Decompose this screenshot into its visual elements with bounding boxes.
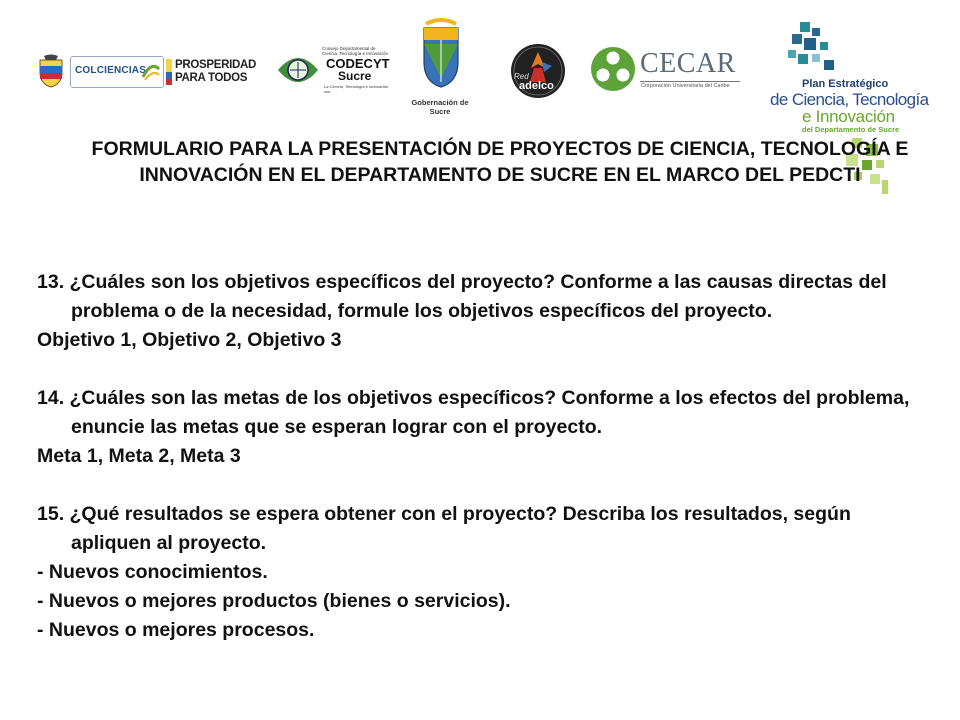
plan-line2: de Ciencia, Tecnología <box>770 90 929 109</box>
plan-line4: del Departamento de Sucre <box>802 125 900 134</box>
cecar-sub: Corporación Universitaria del Caribe <box>641 83 730 89</box>
codecyt-name: CODECYT <box>326 56 390 71</box>
codecyt-logo <box>276 46 388 94</box>
logo-bar <box>0 0 960 135</box>
colciencias-swoosh-icon <box>141 61 161 83</box>
prosperidad-line1: PROSPERIDAD <box>175 59 257 71</box>
redadelco-red: Red <box>514 72 529 81</box>
answer-13: Objetivo 1, Objetivo 2, Objetivo 3 <box>37 329 342 351</box>
question-14: 14. ¿Cuáles son las metas de los objetivos específicos? Conforme a los efectos del problema, enuncie las metas que se esperan lograr con el proyecto. <box>37 387 910 438</box>
plan-line1: Plan Estratégico <box>802 78 889 90</box>
result-item: - Nuevos o mejores productos (bienes o servicios). <box>37 590 511 612</box>
answer-14: Meta 1, Meta 2, Meta 3 <box>37 445 241 467</box>
colombia-coat-of-arms-logo <box>36 54 66 88</box>
plan-mosaic-icon <box>784 20 844 80</box>
flag-stripes-icon <box>166 59 172 85</box>
gobernacion-text: Gobernación de Sucre <box>411 98 469 116</box>
gobernacion-logo <box>400 18 480 116</box>
colciencias-logo <box>70 56 164 88</box>
gobernacion-shield-icon <box>420 18 462 88</box>
codecyt-header: Consejo Departamental de Ciencia, Tecnología e Innovación <box>322 46 388 56</box>
prosperidad-logo <box>166 57 258 89</box>
plan-line3: e Innovación <box>802 107 895 126</box>
cecar-logo <box>590 45 745 95</box>
codecyt-motto: La Ciencia, Tecnología e Innovación son <box>324 84 389 94</box>
question-15: 15. ¿Qué resultados se espera obtener con el proyecto? Describa los resultados, según apliquen al proyecto. <box>37 503 851 554</box>
redadelco-logo <box>508 42 568 100</box>
form-title: FORMULARIO PARA LA PRESENTACIÓN DE PROYECTOS DE CIENCIA, TECNOLOGÍA E INNOVACIÓN EN EL DEPARTAMENTO DE SUCRE EN EL MARCO DEL PEDCTI <box>91 138 909 186</box>
result-item: - Nuevos o mejores procesos. <box>37 619 315 641</box>
colciencias-text: COLCIENCIAS <box>75 65 147 76</box>
cecar-emblem-icon <box>590 46 636 92</box>
result-item: - Nuevos conocimientos. <box>37 561 268 583</box>
question-13: 13. ¿Cuáles son los objetivos específicos del proyecto? Conforme a las causas directas del problema o de la necesidad, formule los objetivos específicos del proyecto. <box>37 271 887 322</box>
spacer <box>37 355 917 384</box>
prosperidad-line2: PARA TODOS <box>175 72 248 84</box>
codecyt-region: Sucre <box>338 69 372 83</box>
form-content <box>37 268 917 645</box>
codecyt-globe-icon <box>276 50 320 90</box>
cecar-divider <box>640 81 740 82</box>
redadelco-name: adelco <box>519 80 554 92</box>
cecar-name: CECAR <box>640 48 736 79</box>
spacer <box>37 471 917 500</box>
plan-estrategico-logo <box>768 78 948 138</box>
